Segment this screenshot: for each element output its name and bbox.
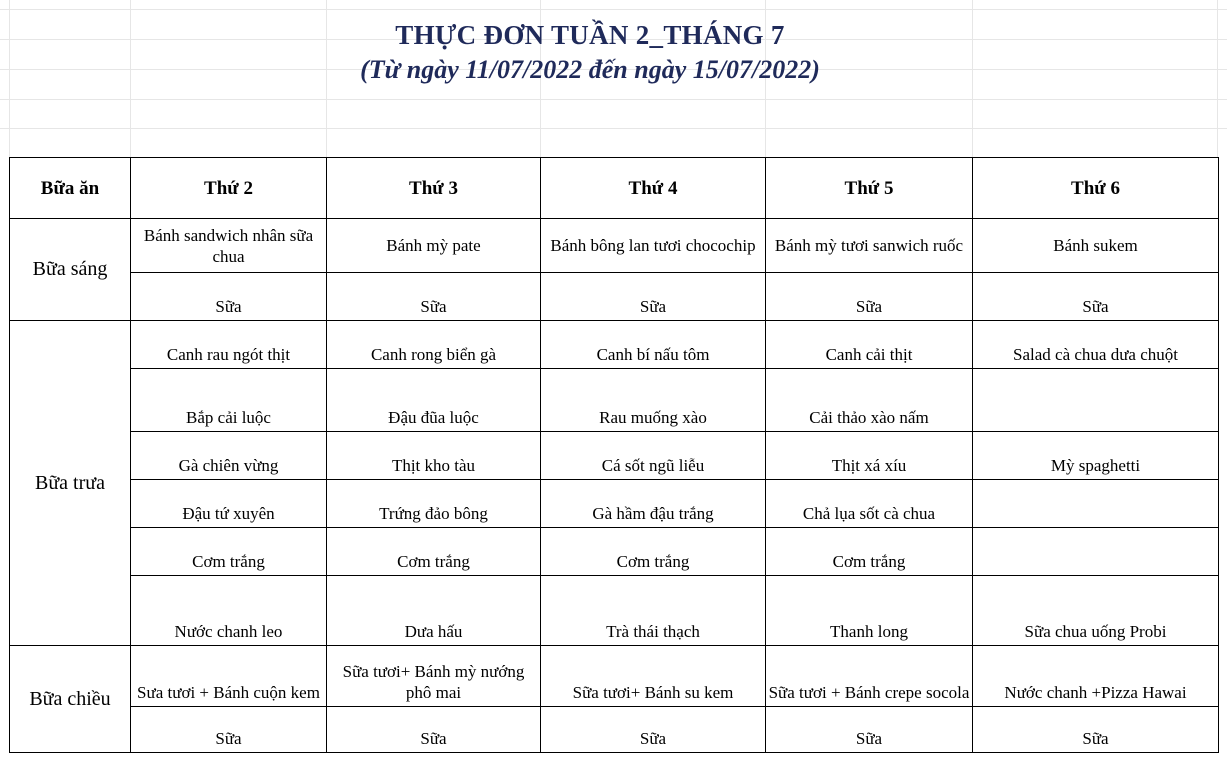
menu-cell: Sữa tươi+ Bánh su kem: [541, 646, 766, 707]
menu-cell: Bắp cải luộc: [131, 369, 327, 432]
menu-cell: [973, 480, 1219, 528]
menu-cell: Cơm trắng: [541, 528, 766, 576]
menu-cell: Cá sốt ngũ liễu: [541, 432, 766, 480]
menu-cell: Sữa: [327, 273, 541, 321]
header-day: Thứ 5: [766, 158, 973, 219]
menu-cell: Dưa hấu: [327, 576, 541, 646]
header-day: Thứ 3: [327, 158, 541, 219]
menu-cell: Đậu tứ xuyên: [131, 480, 327, 528]
menu-cell: Cơm trắng: [766, 528, 973, 576]
menu-cell: Chả lụa sốt cà chua: [766, 480, 973, 528]
header-meal: Bữa ăn: [10, 158, 131, 219]
header-day: Thứ 4: [541, 158, 766, 219]
menu-cell: Gà hầm đậu trắng: [541, 480, 766, 528]
table-row: [10, 321, 1219, 369]
menu-cell: Cải thảo xào nấm: [766, 369, 973, 432]
menu-cell: Gà chiên vừng: [131, 432, 327, 480]
menu-cell: Sữa chua uống Probi: [973, 576, 1219, 646]
menu-cell: Canh bí nấu tôm: [541, 321, 766, 369]
table-row: [10, 480, 1219, 528]
menu-cell: Sữa tươi + Bánh crepe socola: [766, 646, 973, 707]
table-row: [10, 576, 1219, 646]
menu-cell: Nước chanh +Pizza Hawai: [973, 646, 1219, 707]
menu-cell: Bánh sandwich nhân sữa chua: [131, 219, 327, 273]
menu-cell: Trứng đảo bông: [327, 480, 541, 528]
menu-cell: Bánh bông lan tươi chocochip: [541, 219, 766, 273]
menu-cell: [973, 528, 1219, 576]
menu-cell: [973, 369, 1219, 432]
menu-cell: Thịt kho tàu: [327, 432, 541, 480]
meal-breakfast-label: Bữa sáng: [10, 219, 131, 321]
menu-cell: Sữa: [131, 707, 327, 753]
menu-cell: Đậu đũa luộc: [327, 369, 541, 432]
menu-cell: Canh cải thịt: [766, 321, 973, 369]
table-row: [10, 646, 1219, 707]
menu-cell: Canh rau ngót thịt: [131, 321, 327, 369]
header-day: Thứ 6: [973, 158, 1219, 219]
menu-cell: Sữa: [973, 707, 1219, 753]
page-title: THỰC ĐƠN TUẦN 2_THÁNG 7: [395, 20, 785, 50]
table-row: [10, 707, 1219, 753]
table-row: [10, 369, 1219, 432]
menu-cell: Mỳ spaghetti: [973, 432, 1219, 480]
menu-cell: Cơm trắng: [327, 528, 541, 576]
menu-cell: Sữa: [766, 273, 973, 321]
header-row: [10, 158, 1219, 219]
menu-cell: Sữa: [541, 707, 766, 753]
menu-cell: Sữa: [131, 273, 327, 321]
meal-afternoon-label: Bữa chiều: [10, 646, 131, 753]
table-row: [10, 528, 1219, 576]
table-row: [10, 432, 1219, 480]
menu-table: [9, 157, 1219, 753]
menu-cell: Sữa tươi+ Bánh mỳ nướng phô mai: [327, 646, 541, 707]
menu-cell: Bánh sukem: [973, 219, 1219, 273]
menu-cell: Sữa: [973, 273, 1219, 321]
menu-cell: Sữa: [766, 707, 973, 753]
page-subtitle: (Từ ngày 11/07/2022 đến ngày 15/07/2022): [360, 55, 820, 84]
table-row: [10, 273, 1219, 321]
menu-cell: Thịt xá xíu: [766, 432, 973, 480]
menu-cell: Sữa: [327, 707, 541, 753]
menu-cell: Salad cà chua dưa chuột: [973, 321, 1219, 369]
menu-cell: Nước chanh leo: [131, 576, 327, 646]
menu-cell: Canh rong biển gà: [327, 321, 541, 369]
menu-cell: Cơm trắng: [131, 528, 327, 576]
meal-lunch-label: Bữa trưa: [10, 321, 131, 646]
menu-cell: Bánh mỳ pate: [327, 219, 541, 273]
menu-cell: Sữa: [541, 273, 766, 321]
header-day: Thứ 2: [131, 158, 327, 219]
menu-cell: Trà thái thạch: [541, 576, 766, 646]
menu-cell: Bánh mỳ tươi sanwich ruốc: [766, 219, 973, 273]
menu-cell: Sưa tươi + Bánh cuộn kem: [131, 646, 327, 707]
menu-cell: Rau muống xào: [541, 369, 766, 432]
table-row: [10, 219, 1219, 273]
menu-cell: Thanh long: [766, 576, 973, 646]
